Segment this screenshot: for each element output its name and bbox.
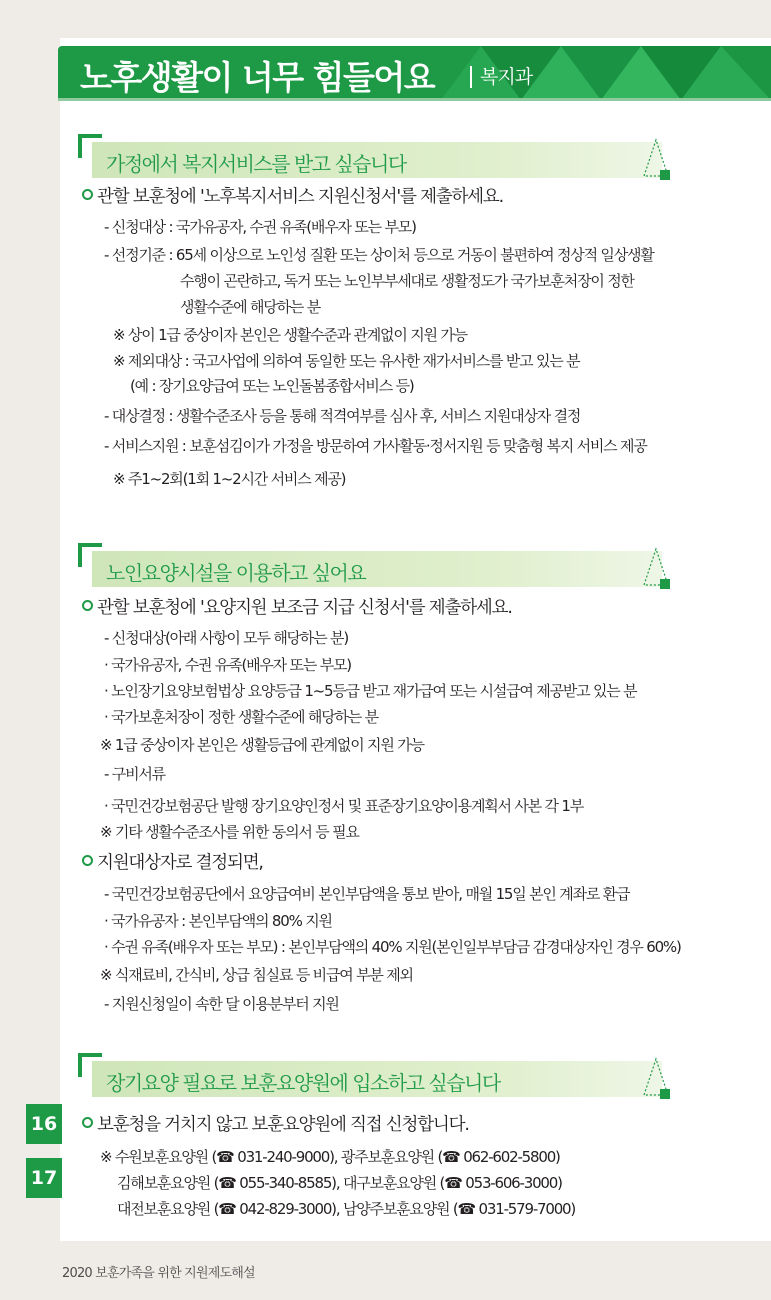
note-item: ※ 식재료비, 간식비, 상급 침실료 등 비급여 부분 제외 bbox=[100, 966, 413, 984]
footer-text: 2020 보훈가족을 위한 지원제도해설 bbox=[62, 1266, 255, 1281]
list-item: - 국민건강보험공단에서 요양급여비 본인부담액을 통보 받아, 매월 15일 본인 계좌로 환급 bbox=[104, 885, 630, 903]
note-item: ※ 제외대상 : 국고사업에 의하여 동일한 또는 유사한 재가서비스를 받고 있는 분 bbox=[113, 352, 580, 370]
triangle-decoration-icon bbox=[642, 1055, 670, 1099]
section-heading-home-welfare bbox=[92, 142, 662, 178]
bullet-icon bbox=[82, 600, 93, 611]
section-bracket bbox=[78, 543, 102, 567]
list-item: · 국가유공자 : 본인부담액의 80% 지원 bbox=[104, 912, 332, 930]
section-heading-veterans-home bbox=[92, 1061, 662, 1097]
lead-text: 관할 보훈청에 '노후복지서비스 지원신청서'를 제출하세요. bbox=[97, 187, 503, 207]
header-underline bbox=[58, 98, 771, 101]
list-item: · 국가보훈처장이 정한 생활수준에 해당하는 분 bbox=[104, 708, 378, 726]
list-item: - 신청대상 : 국가유공자, 수권 유족(배우자 또는 부모) bbox=[104, 218, 416, 236]
note-item: ※ 1급 중상이자 본인은 생활등급에 관계없이 지원 가능 bbox=[100, 736, 424, 754]
chapter-header bbox=[58, 46, 771, 100]
list-item: - 구비서류 bbox=[104, 765, 165, 783]
bullet-icon bbox=[82, 1117, 93, 1128]
list-item: 수행이 곤란하고, 독거 또는 노인부부세대로 생활정도가 국가보훈처장이 정한 bbox=[180, 272, 634, 290]
section-bracket bbox=[78, 134, 102, 158]
contact-line: ※ 수원보훈요양원 (☎ 031-240-9000), 광주보훈요양원 (☎ 062-602-5800) bbox=[100, 1148, 560, 1166]
list-item: - 지원신청일이 속한 달 이용분부터 지원 bbox=[104, 995, 339, 1013]
list-item: · 국민건강보험공단 발행 장기요양인정서 및 표준장기요양이용계획서 사본 각 1부 bbox=[104, 797, 584, 815]
title-divider bbox=[470, 66, 472, 88]
section-heading-text: 장기요양 필요로 보훈요양원에 입소하고 싶습니다 bbox=[106, 1071, 500, 1095]
section-heading-nursing-facility bbox=[92, 551, 662, 587]
list-item: - 서비스지원 : 보훈섬김이가 가정을 방문하여 가사활동·정서지원 등 맞춤형 복지 서비스 제공 bbox=[104, 437, 647, 455]
section-heading-text: 가정에서 복지서비스를 받고 싶습니다 bbox=[106, 152, 406, 176]
list-item: - 선정기준 : 65세 이상으로 노인성 질환 또는 상이처 등으로 거동이 불편하여 정상적 일상생활 bbox=[104, 246, 654, 264]
lead-text: 관할 보훈청에 '요양지원 보조금 지급 신청서'를 제출하세요. bbox=[97, 598, 512, 618]
contact-line: 김해보훈요양원 (☎ 055-340-8585), 대구보훈요양원 (☎ 053-606-3000) bbox=[117, 1174, 562, 1192]
note-item: (예 : 장기요양급여 또는 노인돌봄종합서비스 등) bbox=[130, 377, 414, 395]
list-item: · 수권 유족(배우자 또는 부모) : 본인부담액의 40% 지원(본인일부부담금 감경대상자인 경우 60%) bbox=[104, 938, 681, 956]
section-heading-text: 노인요양시설을 이용하고 싶어요 bbox=[106, 561, 366, 585]
list-item: - 신청대상(아래 사항이 모두 해당하는 분) bbox=[104, 629, 348, 647]
triangle-decoration-icon bbox=[642, 136, 670, 180]
page-number-right: 17 bbox=[26, 1158, 62, 1198]
list-item: 생활수준에 해당하는 분 bbox=[180, 298, 321, 316]
list-item: · 국가유공자, 수권 유족(배우자 또는 부모) bbox=[104, 656, 351, 674]
lead-text: 보훈청을 거치지 않고 보훈요양원에 직접 신청합니다. bbox=[97, 1115, 469, 1135]
section-bracket bbox=[78, 1053, 102, 1077]
lead-text: 지원대상자로 결정되면, bbox=[97, 853, 263, 873]
chapter-category: 복지과 bbox=[480, 66, 533, 88]
triangle-decoration-icon bbox=[642, 545, 670, 589]
note-item: ※ 기타 생활수준조사를 위한 동의서 등 필요 bbox=[100, 823, 359, 841]
note-item: ※ 상이 1급 중상이자 본인은 생활수준과 관계없이 지원 가능 bbox=[113, 326, 467, 344]
bullet-icon bbox=[82, 855, 93, 866]
list-item: · 노인장기요양보험법상 요양등급 1~5등급 받고 재가급여 또는 시설급여 제공받고 있는 분 bbox=[104, 682, 637, 700]
bullet-icon bbox=[82, 189, 93, 200]
list-item: - 대상결정 : 생활수준조사 등을 통해 적격여부를 심사 후, 서비스 지원대상자 결정 bbox=[104, 407, 581, 425]
note-item: ※ 주1~2회(1회 1~2시간 서비스 제공) bbox=[113, 470, 346, 488]
page-number-left: 16 bbox=[26, 1104, 62, 1144]
contact-line: 대전보훈요양원 (☎ 042-829-3000), 남양주보훈요양원 (☎ 031-579-7000) bbox=[117, 1200, 576, 1218]
chapter-title: 노후생활이 너무 힘들어요 bbox=[80, 58, 435, 97]
